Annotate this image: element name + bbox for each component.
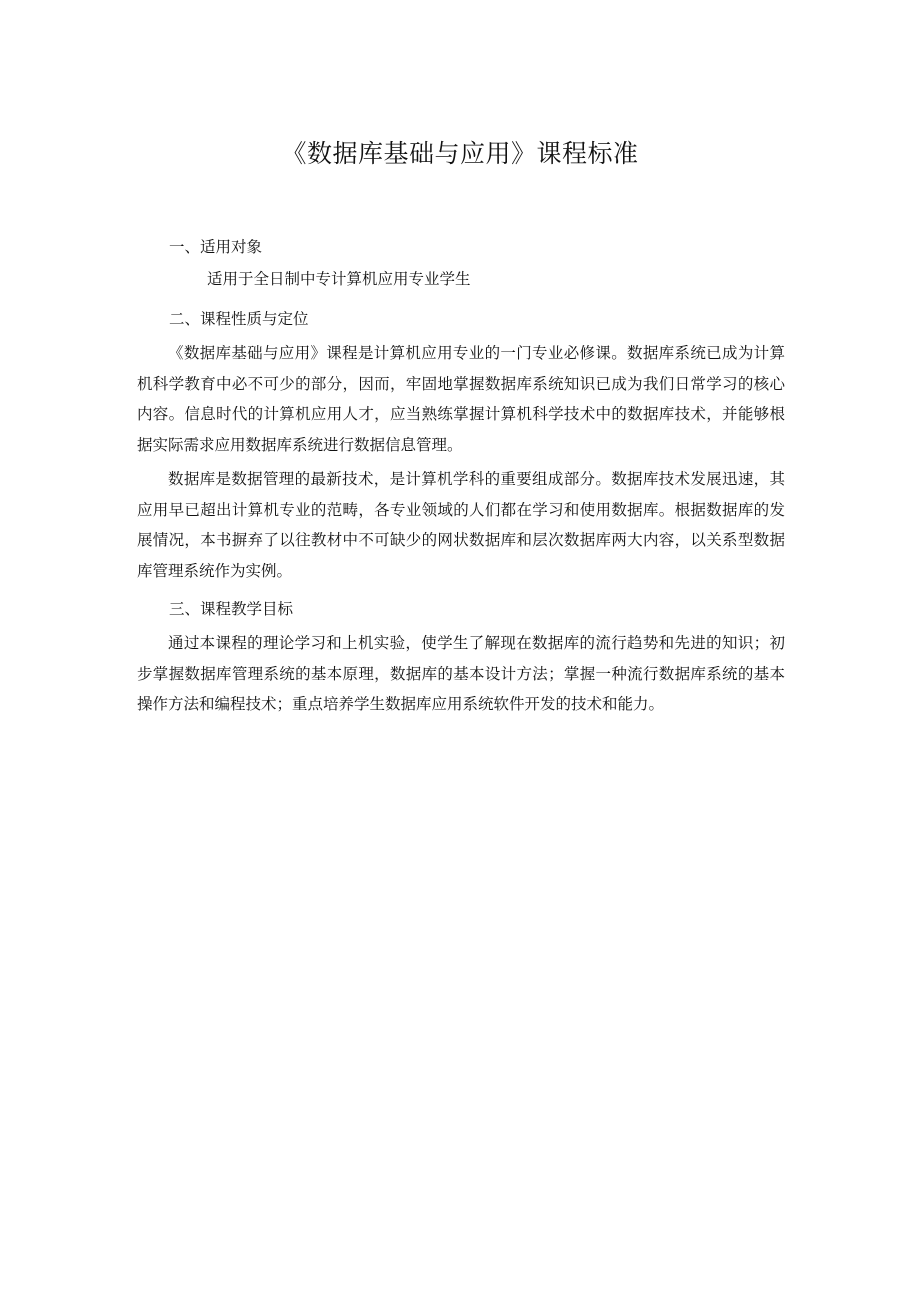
section-text: 适用于全日制中专计算机应用专业学生 bbox=[207, 270, 471, 288]
paragraph: 数据库是数据管理的最新技术，是计算机学科的重要组成部分。数据库技术发展迅速，其应用早已超出计算机专业的范畴，各专业领域的人们都在学习和使用数据库。根据数据库的发展情况，本书摒弃了以往教材中不可缺少的网状数据库和层次数据库两大内容，以关系型数据库管理系统作为实例。 bbox=[137, 470, 785, 580]
section-heading: 三、课程教学目标 bbox=[169, 600, 294, 618]
document-body bbox=[137, 232, 785, 724]
section-applicable-audience bbox=[137, 232, 785, 294]
section-course-nature bbox=[137, 304, 785, 586]
section-heading: 二、课程性质与定位 bbox=[169, 310, 309, 328]
section-teaching-objectives bbox=[137, 594, 785, 720]
paragraph: 通过本课程的理论学习和上机实验，使学生了解现在数据库的流行趋势和先进的知识；初步掌握数据库管理系统的基本原理，数据库的基本设计方法；掌握一种流行数据库系统的基本操作方法和编程技术；重点培养学生数据库应用系统软件开发的技术和能力。 bbox=[137, 634, 785, 713]
section-heading: 一、适用对象 bbox=[169, 238, 263, 256]
document-title: 《数据库基础与应用》课程标准 bbox=[281, 139, 639, 168]
paragraph: 《数据库基础与应用》课程是计算机应用专业的一门专业必修课。数据库系统已成为计算机科学教育中必不可少的部分，因而，牢固地掌握数据库系统知识已成为我们日常学习的核心内容。信息时代的计算机应用人才，应当熟练掌握计算机科学技术中的数据库技术，并能够根据实际需求应用数据库系统进行数据信息管理。 bbox=[137, 344, 785, 454]
